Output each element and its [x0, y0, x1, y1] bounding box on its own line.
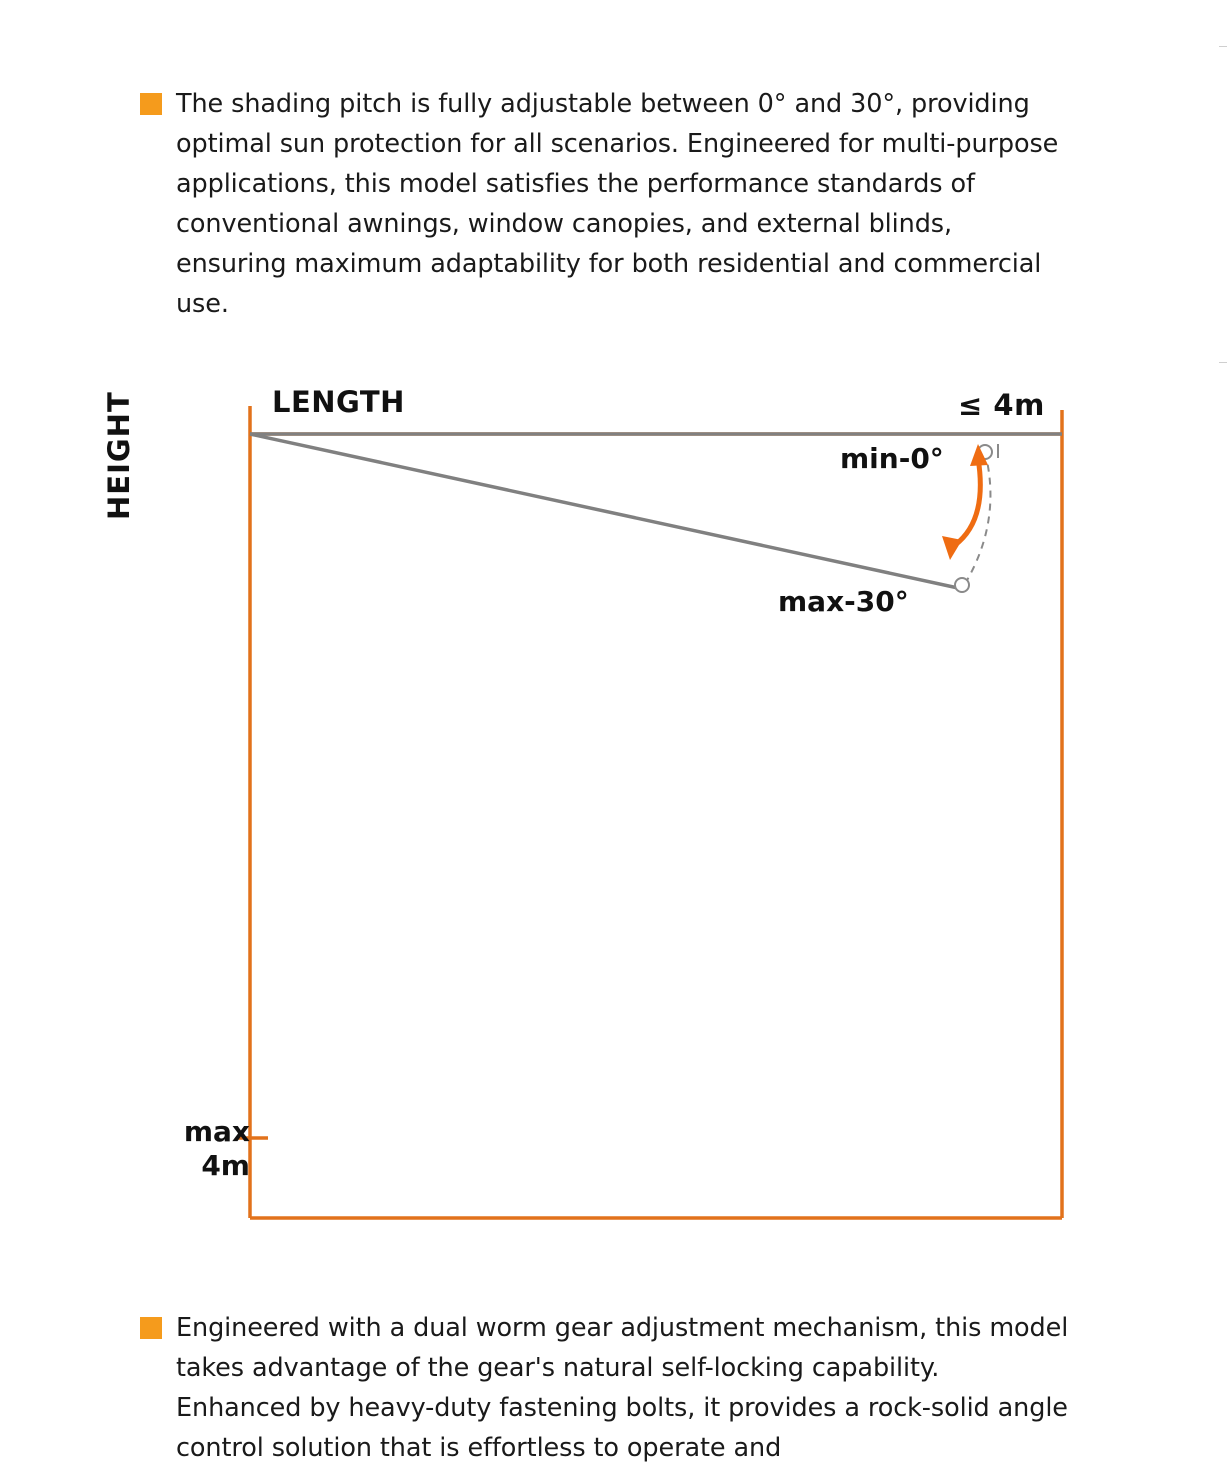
label-max-height-line2: 4m	[201, 1149, 250, 1182]
outro-paragraph: Engineered with a dual worm gear adjustment mechanism, this model takes advantage of the gear's natural self-locking capability. Enhanced by heavy-duty fastening bolts, it provides a rock-solid angle control solution that is effortless to operate and	[176, 1313, 1069, 1463]
frame-lines	[250, 406, 1062, 1218]
bullet-square-icon	[140, 1317, 162, 1339]
label-min-angle: min-0°	[840, 442, 944, 475]
intro-paragraph: The shading pitch is fully adjustable between 0° and 30°, providing optimal sun protection for all scenarios. Engineered for multi-purpose applications, this model satisfies the performance standards of conventional awnings, window canopies, and external blinds, ensuring maximum adaptability for both residential and commercial use.	[176, 89, 1059, 319]
awning-angle-diagram	[102, 370, 1100, 1260]
label-height: HEIGHT	[102, 391, 136, 520]
endpoint-circle-max	[955, 578, 969, 592]
angle-range-arrow	[942, 444, 988, 560]
edge-rule-top	[1219, 46, 1227, 47]
outro-bullet-block	[140, 1308, 1070, 1468]
label-max-height	[160, 1115, 250, 1183]
label-max-angle: max-30°	[778, 585, 909, 618]
diagram-svg	[140, 370, 1100, 1260]
label-length: LENGTH	[272, 385, 405, 419]
edge-rule-middle	[1219, 362, 1227, 363]
label-max-height-line1: max	[183, 1115, 250, 1148]
intro-bullet-block	[140, 84, 1070, 324]
label-top-span: ≤ 4m	[958, 388, 1045, 422]
bullet-square-icon	[140, 93, 162, 115]
